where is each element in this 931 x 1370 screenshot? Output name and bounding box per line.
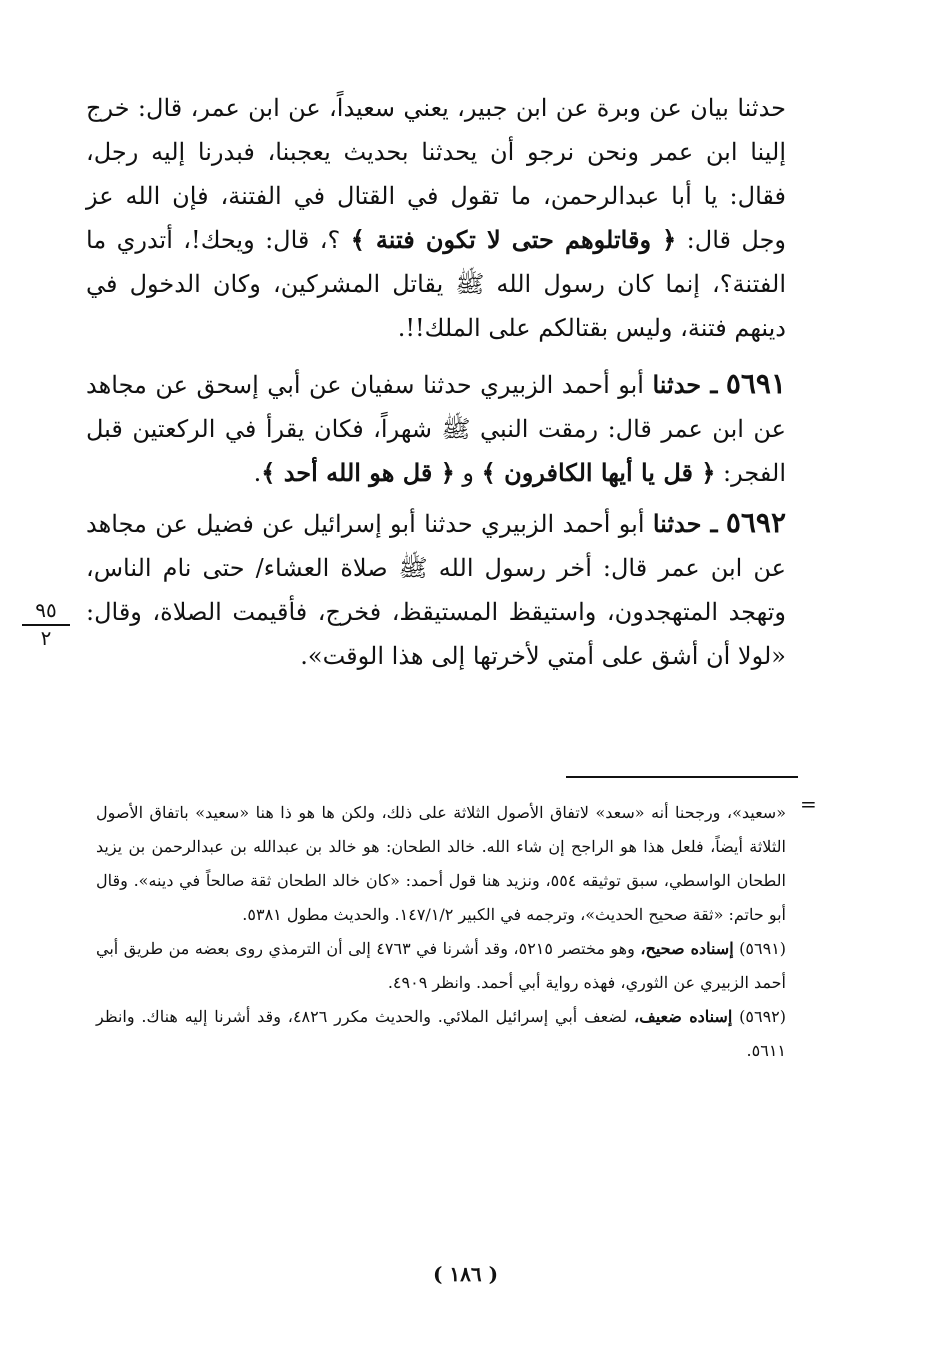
page-number: ( ١٨٦ ): [432, 1262, 499, 1286]
footnote-text: «سعيد»، ورجحنا أنه «سعد» لاتفاق الأصول الثلاثة على ذلك، ولكن ها هو ذا هنا «سعيد» باتفاق الأصول الثلاثة أيضاً، فلعل هذا هو الراجح إن شاء الله. خالد الطحان: هو خالد بن عبدالله بن عبدالرحمن بن يزيد الطحان الواسطي، سبق توثيقه ٥٥٤، ونزيد هنا قول أحمد: «كان خالد الطحان ثقة صالحاً في دينه». وقال أبو حاتم: «ثقة صحيح الحديث»، وترجمه في الكبير ١٤٧/١/٢. والحديث مطول ٥٣٨١.: [96, 803, 786, 924]
quran-verse-kafirun: ﴿ قل يا أيها الكافرون ﴾: [481, 458, 716, 487]
footnote-grade: إسناده صحيح،: [640, 939, 734, 958]
footnote-continuation-mark: =: [800, 792, 817, 816]
hadith-5692: [86, 501, 786, 678]
footnote-grade: إسناده ضعيف،: [634, 1007, 733, 1026]
hadith-end: .: [253, 459, 262, 487]
footnote-5691: [96, 932, 786, 1000]
intro-text: حدثنا بيان عن وبرة عن ابن جبير، يعني سعيداً، عن ابن عمر، قال: خرج إلينا ابن عمر ونحن نرجو أن يحدثنا بحديث يعجبنا، فبدرنا إليه رجل، فقال: يا أبا عبدالرحمن، ما تقول في القتال في الفتنة، فإن الله عز وجل قال:: [86, 94, 787, 254]
footnote-divider: [566, 776, 798, 778]
hadith-lead: ـ حدثنا: [652, 370, 718, 399]
hadith-number: ٥٦٩١: [725, 367, 786, 400]
hadith-text: أبو أحمد الزبيري حدثنا سفيان عن أبي إسحق عن مجاهد عن ابن عمر قال: رمقت النبي ﷺ شهراً، فكان يقرأ في الركعتين قبل الفجر:: [86, 371, 786, 487]
conjunction: و: [462, 459, 475, 487]
quran-verse-fitna: ﴿ وقاتلوهم حتى لا تكون فتنة ﴾: [350, 225, 677, 254]
main-text: [86, 86, 786, 678]
intro-paragraph: [86, 86, 786, 350]
hadith-lead: ـ حدثنا: [652, 509, 718, 538]
hadith-number: ٥٦٩٢: [725, 506, 786, 539]
hadith-text: أبو أحمد الزبيري حدثنا أبو إسرائيل عن فضيل عن مجاهد عن ابن عمر قال: أخر رسول الله ﷺ صلاة العشاء/ حتى نام الناس، وتهجد المتهجدون، واستيقظ المستيقظ، فخرج، فأقيمت الصلاة، وقال: «لولا أن أشق على أمتي لأخرتها إلى هذا الوقت».: [86, 510, 786, 670]
margin-reference: [22, 598, 70, 650]
footnote-text: وهو مختصر ٥٢١٥، وقد أشرنا في ٤٧٦٣ إلى أن الترمذي روى بعضه من طريق أبي أحمد الزبيري عن الثوري، فهذه رواية أبي أحمد. وانظر ٤٩٠٩.: [96, 939, 786, 992]
footnote-number: (٥٦٩٢): [739, 1007, 786, 1026]
margin-ref-part: ٢: [40, 626, 52, 650]
footnotes: [96, 796, 786, 1068]
footnote-text: لضعف أبي إسرائيل الملائي. والحديث مكرر ٤٨٢٦، وقد أشرنا إليه هناك. وانظر ٥٦١١.: [96, 1007, 786, 1060]
quran-verse-ikhlas: ﴿ قل هو الله أحد ﴾: [261, 458, 455, 487]
footnote-5692: [96, 1000, 786, 1068]
footnote-number: (٥٦٩١): [739, 939, 787, 958]
margin-ref-volume: ٩٥: [22, 598, 70, 626]
footnote-continued: [96, 796, 786, 932]
intro-rest: ؟، قال: ويحك!، أتدري ما الفتنة؟، إنما كان رسول الله ﷺ يقاتل المشركين، وكان الدخول في دينهم فتنة، وليس بقتالكم على الملك!!.: [86, 226, 786, 342]
hadith-5691: [86, 362, 786, 495]
